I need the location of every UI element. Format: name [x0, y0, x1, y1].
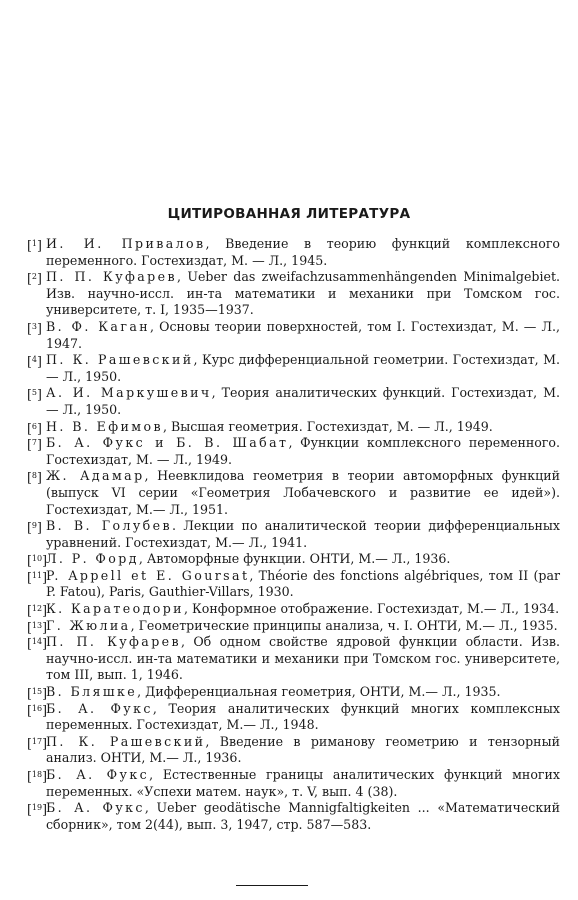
- reference-item: [27, 601, 560, 618]
- reference-item: [27, 734, 560, 767]
- reference-number: [$^{11}$]: [27, 569, 48, 585]
- reference-text: , Введение в риманову геометрию и тензорный анализ. ОНТИ, М.— Л., 1936.: [46, 733, 560, 766]
- reference-number: [$^8$]: [27, 470, 42, 486]
- reference-item: [27, 419, 560, 436]
- reference-author: П. П. Куфарев: [46, 634, 181, 650]
- reference-author: Г. Жюлиа: [46, 617, 131, 633]
- reference-item: [27, 684, 560, 701]
- reference-text: , Введение в теорию функций комплексного переменного. Гостехиздат, М. — Л., 1945.: [46, 236, 560, 268]
- reference-author: В. В. Голубев: [46, 518, 172, 534]
- reference-item: [27, 701, 560, 734]
- reference-text: . Лекции по аналитической теории дифференциальных уравнений. Гостехиздат, М.— Л., 1941.: [46, 518, 560, 550]
- reference-text: , Дифференциальная геометрия, ОНТИ, М.— Л., 1935.: [137, 684, 501, 700]
- reference-text: , Ueber das zweifachzusammenhängenden Minimalgebiet. Изв. научно-иссл. ин-та математики и механики при Томском гос. университете, т. I, 1935—1937.: [46, 269, 561, 318]
- reference-item: [27, 236, 560, 269]
- reference-text: , Théorie des fonctions algébriques, том II (par P. Fatou), Paris, Gauthier-Villars, 1930.: [46, 567, 560, 600]
- reference-author: П. К. Рашевский: [46, 733, 206, 749]
- reference-number: [$^5$]: [27, 387, 42, 403]
- reference-text: , Об одном свойстве ядровой функции области. Изв. научно-иссл. ин-та математики и механики при Томском гос. университете, том III, вып. 1, 1946.: [46, 634, 560, 683]
- reference-item: [27, 435, 560, 468]
- reference-text: , Функции комплексного переменного. Гостехиздат, М. — Л., 1949.: [46, 435, 560, 467]
- reference-item: [27, 352, 560, 385]
- reference-number: [$^{19}$]: [27, 802, 48, 818]
- reference-item: [27, 767, 560, 800]
- reference-author: Л. Р. Форд: [46, 551, 139, 567]
- reference-item: [27, 319, 560, 352]
- bibliography-title: ЦИТИРОВАННАЯ ЛИТЕРАТУРА: [167, 206, 411, 222]
- reference-number: [$^2$]: [27, 271, 42, 287]
- reference-number: [$^{14}$]: [27, 636, 48, 652]
- reference-number: [$^{16}$]: [27, 702, 48, 718]
- reference-number: [$^{13}$]: [27, 619, 48, 635]
- reference-text: , Ueber geodätische Mannigfaltigkeiten ... «Математический сборник», том 2(44), вып. 3, 1947, стр. 587—583.: [46, 800, 561, 832]
- reference-item: [27, 800, 560, 833]
- reference-item: [27, 568, 560, 601]
- reference-author: И. И. Привалов: [46, 236, 206, 251]
- reference-number: [$^4$]: [27, 354, 42, 370]
- reference-author: Н. В. Ефимов: [46, 418, 163, 434]
- reference-author: В. Бляшке: [46, 684, 138, 700]
- reference-author: P. Appell et E. Goursat: [46, 567, 250, 583]
- reference-number: [$^9$]: [27, 520, 42, 536]
- reference-item: [27, 551, 560, 568]
- reference-item: [27, 518, 560, 551]
- reference-number: [$^3$]: [27, 320, 42, 336]
- reference-text: , Неевклидова геометрия в теории автоморфных функций (выпуск VI серии «Геометрия Лобачевского и развитие ее идей»). Гостехиздат, М.— Л., 1951.: [46, 468, 561, 517]
- reference-number: [$^{15}$]: [27, 686, 48, 702]
- reference-text: , Основы теории поверхностей, том I. Гостехиздат, М. — Л., 1947.: [46, 318, 560, 351]
- reference-item: [27, 618, 560, 635]
- reference-text: , Теория аналитических функций. Гостехиздат, М. — Л., 1950.: [46, 385, 561, 417]
- reference-text: , Конформное отображение. Гостехиздат, М.— Л., 1934.: [183, 601, 560, 617]
- reference-author: Б. А. Фукс: [46, 800, 145, 816]
- reference-text: , Автоморфные функции. ОНТИ, М.— Л., 1936.: [138, 551, 451, 567]
- reference-author: Б. А. Фукс: [46, 767, 150, 782]
- reference-number: [$^{10}$]: [27, 553, 48, 569]
- reference-author: Б. А. Фукс и Б. В. Шабат: [46, 435, 289, 451]
- reference-author: П. П. Куфарев: [46, 269, 177, 285]
- reference-item: [27, 468, 560, 518]
- reference-list: [27, 236, 560, 833]
- reference-author: В. Ф. Каган: [46, 318, 151, 334]
- reference-author: Б. А. Фукс: [46, 700, 153, 716]
- reference-item: [27, 269, 560, 319]
- reference-item: [27, 634, 560, 684]
- reference-text: , Высшая геометрия. Гостехиздат, М. — Л., 1949.: [162, 418, 493, 434]
- reference-text: , Курс дифференциальной геометрии. Гостехиздат, М. — Л., 1950.: [46, 352, 561, 384]
- reference-text: , Геометрические принципы анализа, ч. I. ОНТИ, М.— Л., 1935.: [130, 617, 558, 633]
- reference-author: К. Каратеодори: [46, 601, 184, 617]
- reference-number: [$^6$]: [27, 420, 42, 436]
- reference-text: , Теория аналитических функций многих комплексных переменных. Гостехиздат, М.— Л., 1948.: [46, 700, 561, 733]
- reference-author: А. И. Маркушевич: [46, 385, 212, 401]
- reference-number: [$^{12}$]: [27, 603, 48, 619]
- reference-number: [$^{18}$]: [27, 769, 48, 784]
- reference-text: , Естественные границы аналитических функций многих переменных. «Успехи матем. наук», т. V, вып. 4 (38).: [46, 767, 561, 799]
- end-rule-divider: [236, 885, 308, 886]
- reference-item: [27, 385, 560, 418]
- reference-number: [$^1$]: [27, 238, 42, 253]
- reference-number: [$^{17}$]: [27, 735, 48, 751]
- reference-number: [$^7$]: [27, 437, 42, 453]
- reference-author: Ж. Адамар: [46, 468, 145, 484]
- reference-author: П. К. Рашевский: [46, 352, 194, 368]
